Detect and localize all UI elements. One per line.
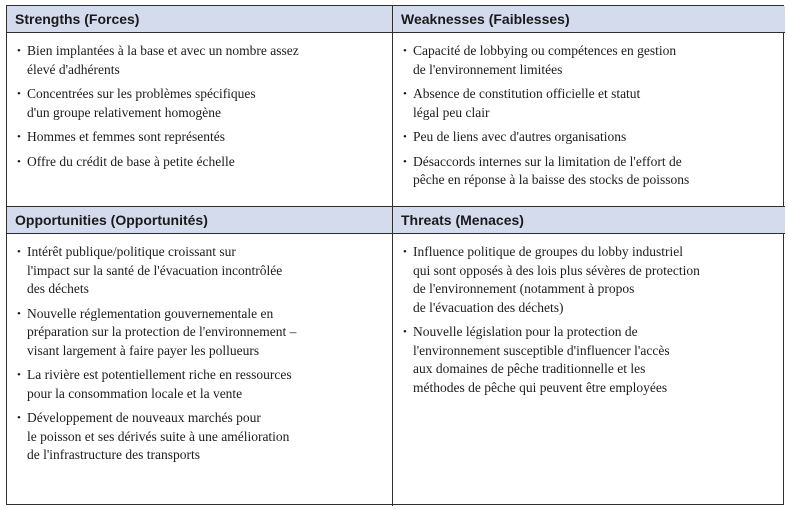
bullet-icon: • [17,369,21,381]
list-item-line: méthodes de pêche qui peuvent être employées [413,379,668,395]
list-item-text [27,409,382,465]
list-item-line: de l'infrastructure des transports [27,447,201,462]
list-item-text [27,128,382,147]
threats-heading: Threats (Menaces) [393,207,785,234]
list-item-line: préparation sur la protection de l'environnement – [27,324,297,339]
bullet-icon: • [403,246,407,258]
list-item-line: Développement de nouveaux marchés pour [27,410,261,425]
bullet-icon: • [17,307,21,320]
list-item-line: Offre du crédit de base à petite échelle [27,153,235,169]
list-item-line: Influence politique de groupes du lobby industriel [413,244,683,259]
threats-quadrant [393,207,785,506]
bullet-icon: • [17,246,21,258]
list-item-line: de l'environnement limitées [413,61,563,77]
list-item-line: Absence de constitution officielle et statut [413,86,641,101]
weaknesses-heading: Weaknesses (Faiblesses) [393,6,785,33]
bullet-icon: • [403,88,407,100]
list-item [403,42,775,79]
strengths-list [7,33,392,177]
strengths-heading: Strengths (Forces) [7,6,392,33]
bullet-icon: • [17,412,21,424]
bullet-icon: • [403,326,407,338]
weaknesses-quadrant [393,6,785,207]
bullet-icon: • [17,88,21,100]
bullet-icon: • [17,131,21,143]
list-item [17,128,382,147]
list-item-text [27,85,382,122]
list-item-text [413,153,775,190]
list-item-line: Peu de liens avec d'autres organisations [413,129,627,144]
list-item-line: qui sont opposés à des lois plus sévères de protection [413,262,700,278]
list-item-line: visant largement à faire payer les pollueurs [27,342,260,358]
list-item [403,243,775,317]
list-item-line: de l'environnement (notamment à propos [413,281,635,296]
list-item-line: Nouvelle législation pour la protection de [413,324,638,339]
list-item [17,366,382,403]
list-item-line: des déchets [27,281,89,296]
list-item-text [27,42,382,79]
list-item [17,153,382,172]
opportunities-list [7,234,392,471]
bullet-icon: • [403,131,407,143]
bullet-icon: • [17,45,21,57]
list-item-text [413,323,775,397]
list-item-line: Bien implantées à la base et avec un nombre assez [27,43,299,58]
list-item [403,128,775,147]
list-item-line: de l'évacuation des déchets) [413,299,564,315]
list-item-text [413,128,775,147]
list-item-line: Capacité de lobbying ou compétences en gestion [413,43,677,58]
list-item-line: Désaccords internes sur la limitation de l'effort de [413,153,682,169]
list-item-text [413,42,775,79]
bullet-icon: • [403,155,407,168]
list-item [403,85,775,122]
list-item-line: légal peu clair [413,104,490,120]
list-item-line: l'impact sur la santé de l'évacuation incontrôlée [27,262,283,278]
list-item-text [27,366,382,403]
list-item-line: Concentrées sur les problèmes spécifiques [27,86,256,101]
strengths-quadrant [7,6,393,207]
list-item-line: pêche en réponse à la baisse des stocks de poissons [413,172,690,187]
list-item-line: le poisson et ses dérivés suite à une amélioration [27,428,290,444]
list-item-line: élevé d'adhérents [27,61,120,77]
threats-list [393,234,785,403]
swot-table [6,5,784,505]
bullet-icon: • [403,45,407,57]
list-item-text [413,85,775,122]
list-item-line: La rivière est potentiellement riche en ressources [27,367,292,382]
list-item-text [27,243,382,299]
list-item [17,409,382,465]
opportunities-heading: Opportunities (Opportunités) [7,207,392,234]
list-item-line: Nouvelle réglementation gouvernementale en [27,305,274,321]
list-item-line: d'un groupe relativement homogène [27,104,221,120]
list-item-text [27,153,382,172]
list-item-line: aux domaines de pêche traditionnelle et les [413,361,646,376]
list-item [17,42,382,79]
bullet-icon: • [17,155,21,168]
list-item-line: Hommes et femmes sont représentés [27,129,225,144]
list-item-text [27,305,382,361]
list-item-line: pour la consommation locale et la vente [27,385,243,401]
list-item [17,85,382,122]
list-item-line: Intérêt publique/politique croissant sur [27,244,236,259]
list-item [403,153,775,190]
list-item-line: l'environnement susceptible d'influencer l'accès [413,342,670,358]
list-item [17,305,382,361]
weaknesses-list [393,33,785,196]
list-item [17,243,382,299]
opportunities-quadrant [7,207,393,506]
list-item [403,323,775,397]
list-item-text [413,243,775,317]
